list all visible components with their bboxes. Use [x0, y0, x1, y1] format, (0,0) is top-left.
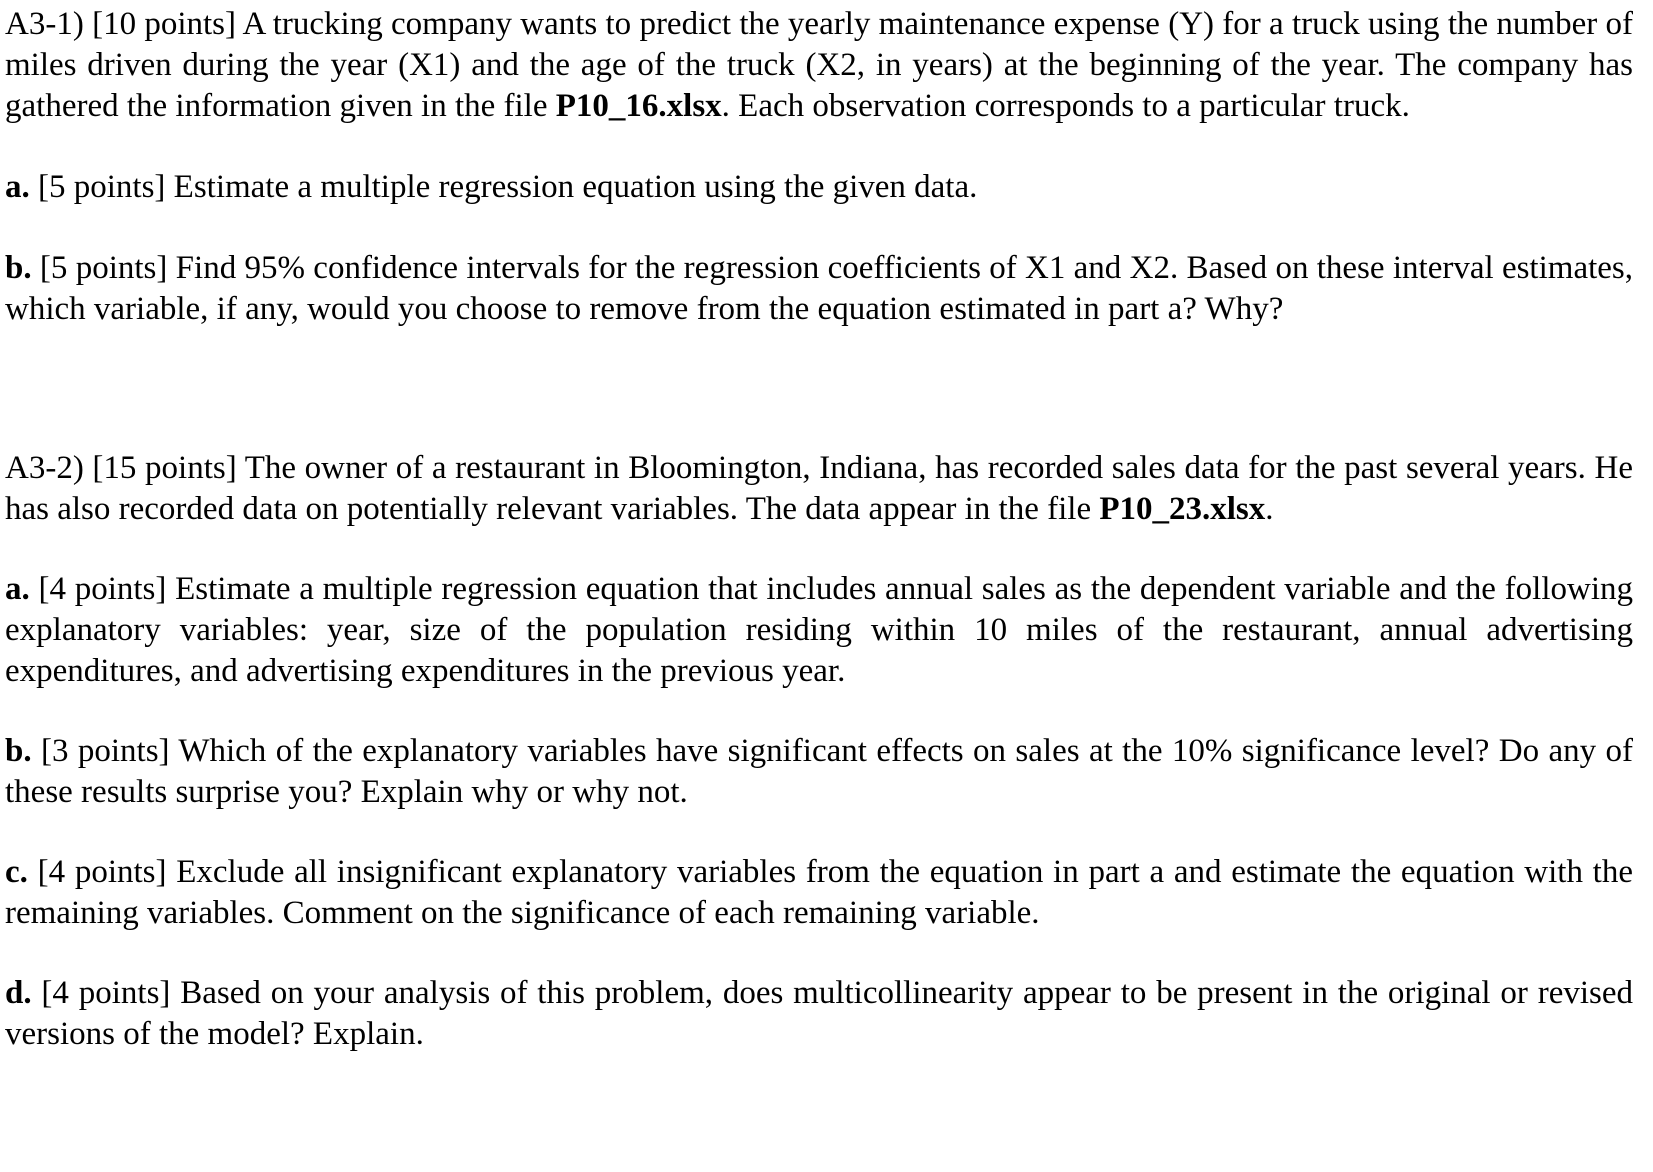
- question-a3-2-part-d: [5, 973, 1633, 1055]
- part-d-text: [4 points] Based on your analysis of this problem, does multicollinearity appear to be present in the original or revised versions of the model? Explain.: [5, 975, 1633, 1052]
- question-a3-1-intro-end: . Each observation corresponds to a particular truck.: [721, 88, 1410, 124]
- part-a-label: a.: [5, 169, 30, 205]
- part-b-text: [5 points] Find 95% confidence intervals for the regression coefficients of X1 and X2. Based on these interval estimates, which variable, if any, would you choose to remove from the equation estimated in part a? Why?: [5, 250, 1633, 327]
- part-a-text: [4 points] Estimate a multiple regression equation that includes annual sales as the dependent variable and the following explanatory variables: year, size of the population residing within 10 miles of the restaurant, annual advertising expenditures, and advertising expenditures in the previous year.: [5, 571, 1633, 689]
- question-a3-2-part-a: [5, 569, 1633, 692]
- question-a3-1-intro-text: A3-1) [10 points] A trucking company wants to predict the yearly maintenance expense (Y) for a truck using the number of miles driven during the year (X1) and the age of the truck (X2, in years) at the beginning of the year. The company has gathered the information given in the file: [5, 6, 1633, 124]
- question-a3-2-intro: [5, 448, 1633, 530]
- question-a3-2-part-c: [5, 852, 1633, 934]
- question-a3-2-intro-text: A3-2) [15 points] The owner of a restaurant in Bloomington, Indiana, has recorded sales data for the past several years. He has also recorded data on potentially relevant variables. The data appear in the file: [5, 450, 1633, 527]
- question-a3-1-part-a: [5, 167, 1633, 208]
- part-b-label: b.: [5, 250, 32, 286]
- part-a-label: a.: [5, 571, 30, 607]
- part-d-label: d.: [5, 975, 32, 1011]
- part-b-text: [3 points] Which of the explanatory variables have significant effects on sales at the 10% significance level? Do any of these results surprise you? Explain why or why not.: [5, 733, 1633, 810]
- part-a-text: [5 points] Estimate a multiple regression equation using the given data.: [29, 169, 978, 205]
- question-a3-2-intro-end: .: [1265, 491, 1274, 527]
- question-a3-1-intro: [5, 4, 1633, 127]
- part-b-label: b.: [5, 733, 32, 769]
- file-name-p10-16: P10_16.xlsx: [555, 88, 722, 124]
- file-name-p10-23: P10_23.xlsx: [1099, 491, 1266, 527]
- question-a3-2-part-b: [5, 731, 1633, 813]
- part-c-label: c.: [5, 854, 28, 890]
- question-a3-1-part-b: [5, 248, 1633, 330]
- part-c-text: [4 points] Exclude all insignificant explanatory variables from the equation in part a and estimate the equation with the remaining variables. Comment on the significance of each remaining variable.: [5, 854, 1633, 931]
